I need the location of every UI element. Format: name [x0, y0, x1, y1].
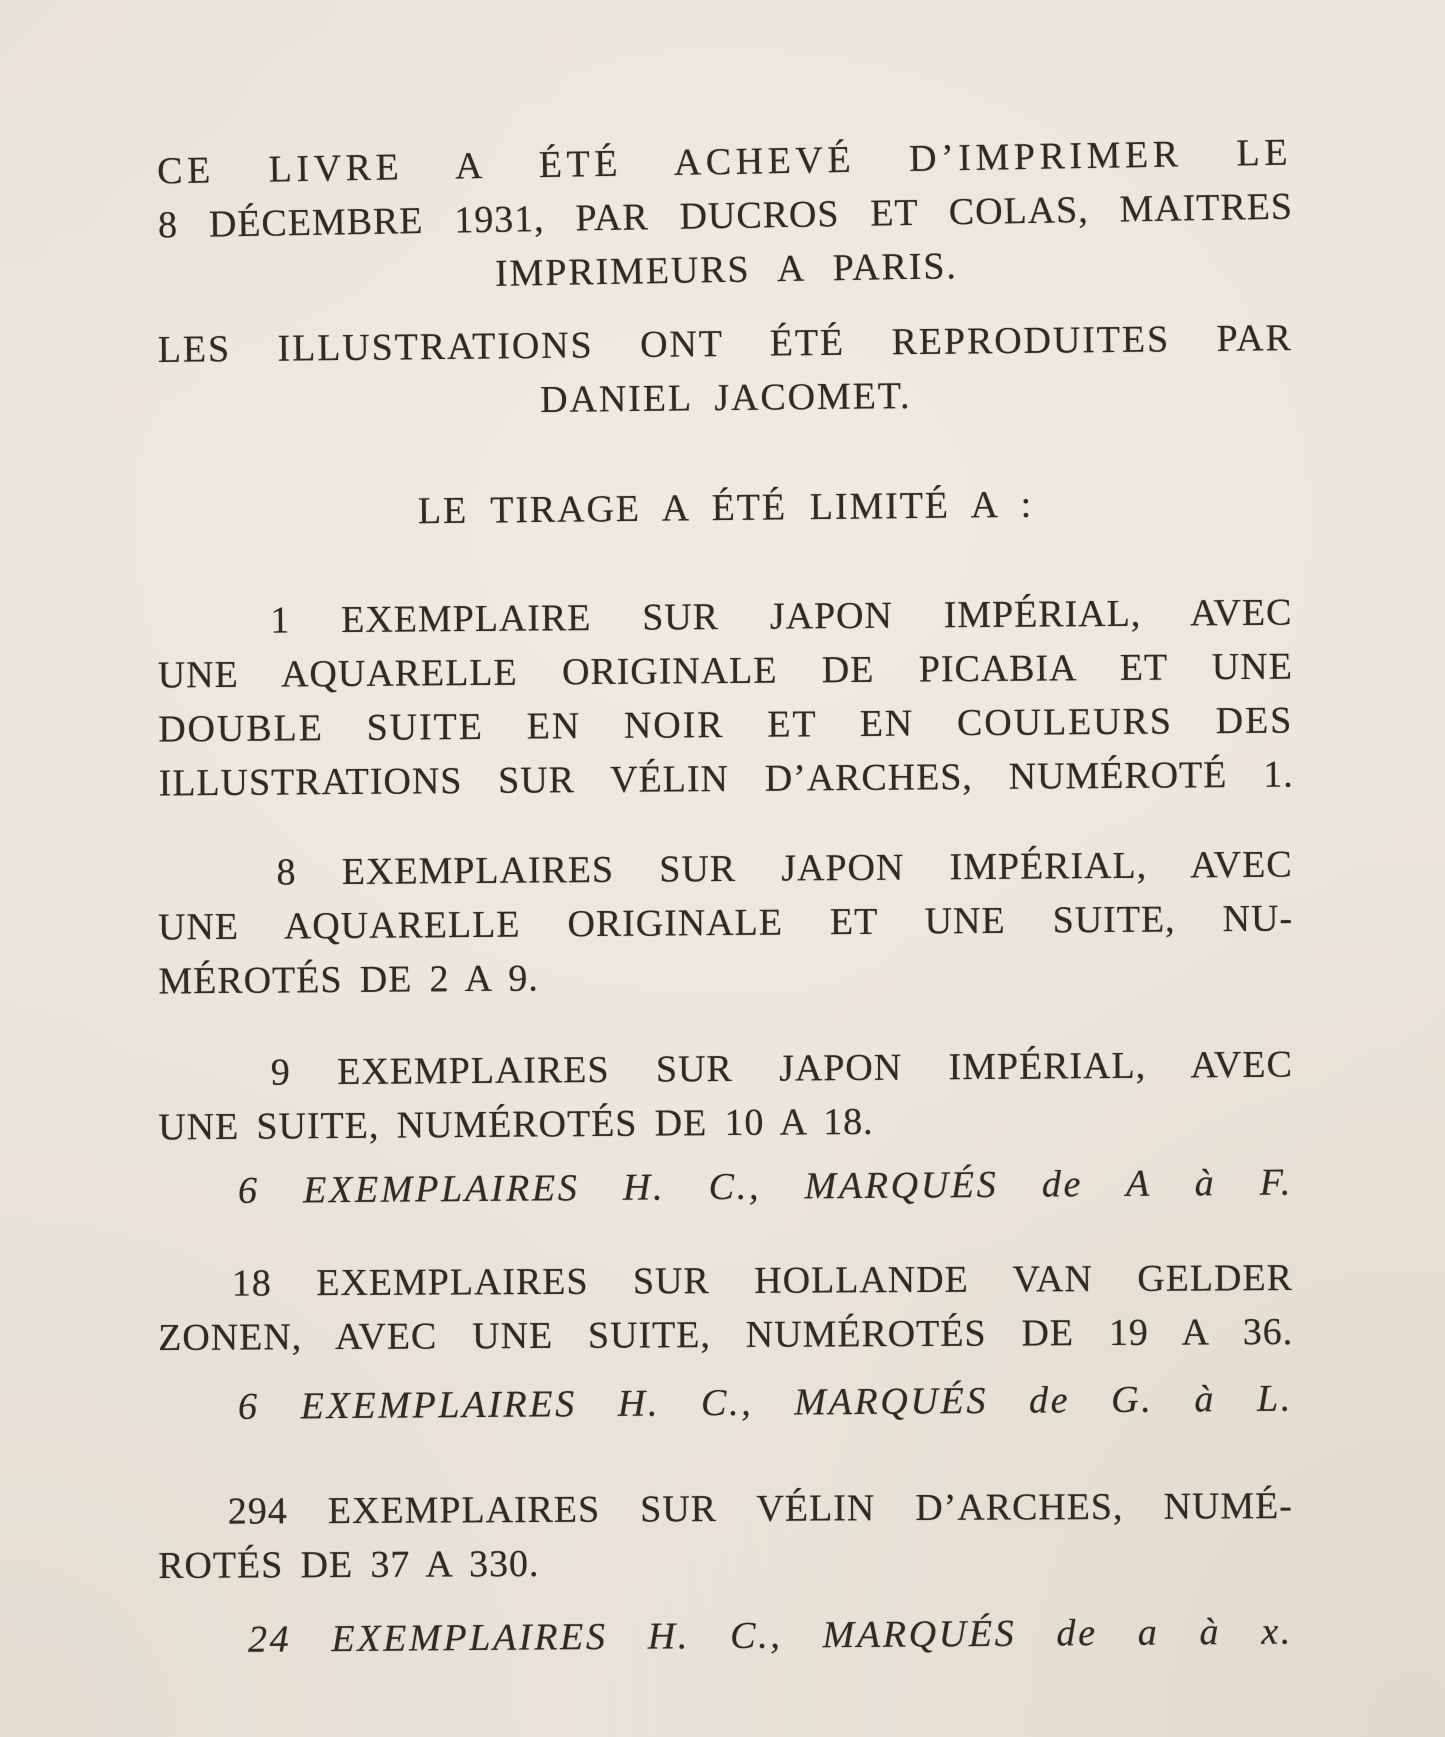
colophon-line: UNE AQUARELLE ORIGINALE ET UNE SUITE, NU- — [157, 897, 1294, 949]
colophon-line: 8 EXEMPLAIRES SUR JAPON IMPÉRIAL, AVEC — [276, 843, 1293, 894]
colophon-line: ROTÉS DE 37 A 330. — [158, 1542, 540, 1587]
paragraph-illustrations — [157, 311, 1293, 431]
paragraph-edition-japon-8 — [157, 838, 1293, 1009]
colophon-line: ZONEN, AVEC UNE SUITE, NUMÉROTÉS DE 19 A 36. — [158, 1311, 1294, 1359]
colophon-line: DANIEL JACOMET. — [539, 375, 912, 421]
colophon-line: 18 EXEMPLAIRES SUR HOLLANDE VAN GELDER — [231, 1257, 1293, 1305]
paragraph-edition-japon-9 — [158, 1038, 1294, 1155]
paragraph-edition-hc-a-f — [158, 1156, 1293, 1219]
paragraph-imprint — [157, 126, 1295, 307]
colophon-line: 294 EXEMPLAIRES SUR VÉLIN D’ARCHES, NUMÉ- — [227, 1485, 1293, 1533]
paragraph-edition-hc-g-l — [158, 1372, 1293, 1435]
colophon-line: 9 EXEMPLAIRES SUR JAPON IMPÉRIAL, AVEC — [270, 1043, 1293, 1094]
colophon-line: LES ILLUSTRATIONS ONT ÉTÉ REPRODUITES PAR — [157, 317, 1293, 371]
paragraph-edition-hollande-18 — [158, 1251, 1294, 1365]
colophon-line: MÉROTÉS DE 2 A 9. — [158, 957, 539, 1003]
colophon-line: 8 DÉCEMBRE 1931, PAR DUCROS ET COLAS, MAITRES — [157, 185, 1294, 247]
colophon-line: 6 EXEMPLAIRES H. C., MARQUÉS de G. à L. — [237, 1377, 1294, 1428]
colophon-line: LE TIRAGE A ÉTÉ LIMITÉ A : — [417, 483, 1034, 533]
colophon-line: CE LIVRE A ÉTÉ ACHEVÉ D’IMPRIMER LE — [156, 131, 1293, 193]
colophon-line: DOUBLE SUITE EN NOIR ET EN COULEURS DES — [158, 699, 1294, 751]
paragraph-edition-japon-1 — [157, 586, 1294, 811]
colophon-line: 24 EXEMPLAIRES H. C., MARQUÉS de a à x. — [247, 1610, 1294, 1661]
colophon-line: UNE AQUARELLE ORIGINALE DE PICABIA ET UNE — [157, 645, 1293, 697]
colophon-line: 1 EXEMPLAIRE SUR JAPON IMPÉRIAL, AVEC — [270, 591, 1293, 642]
colophon-line: IMPRIMEURS A PARIS. — [494, 245, 959, 295]
tirage-heading — [158, 475, 1294, 541]
paragraph-edition-hc-a-x — [158, 1605, 1293, 1668]
colophon-line: ILLUSTRATIONS SUR VÉLIN D’ARCHES, NUMÉROTÉ 1. — [158, 753, 1294, 805]
colophon-line: 6 EXEMPLAIRES H. C., MARQUÉS de A à F. — [237, 1161, 1294, 1212]
paragraph-edition-velin-294 — [158, 1479, 1294, 1593]
colophon-line: UNE SUITE, NUMÉROTÉS DE 10 A 18. — [158, 1100, 874, 1149]
